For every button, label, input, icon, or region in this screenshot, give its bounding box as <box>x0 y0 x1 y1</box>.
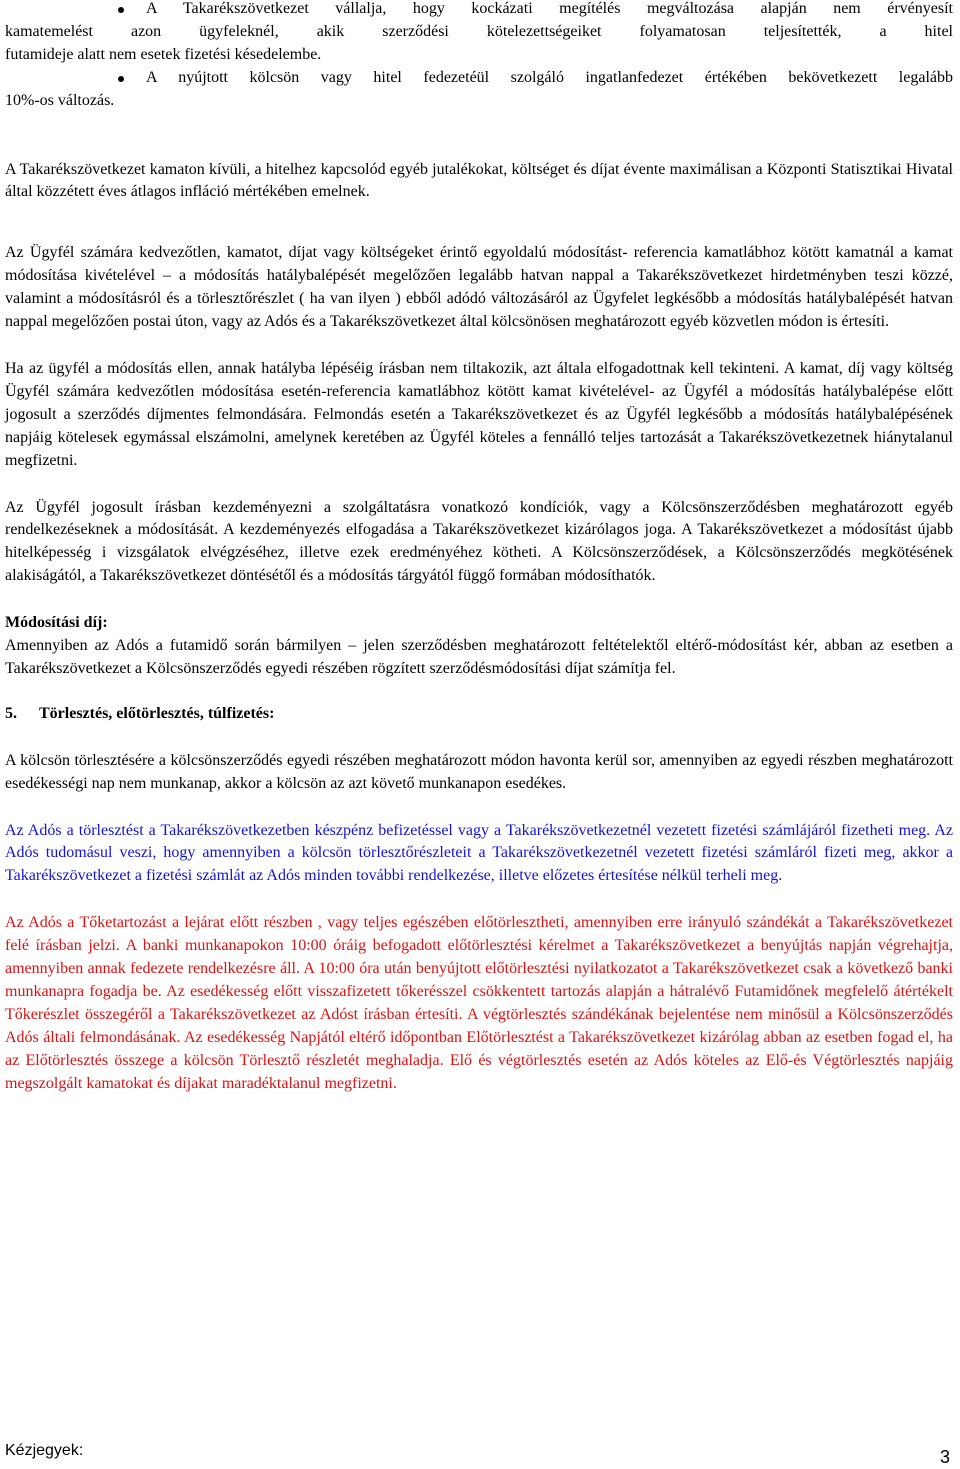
paragraph-unfavorable-change: Az Ügyfél számára kedvezőtlen, kamatot, díjat vagy költségeket érintő egyoldalú módosítást- referencia kamatlábhoz kötött kamatnál a kamat módosítása kivételével – a módosítás hatálybalépését megelőzően legalább hatvan nappal a Takarékszövetkezet hirdetményben teszi közzé, valamint a módosításról és a törlesztőrészlet ( ha van ilyen ) ebből adódó változásáról az Ügyfelet legkésőbb a módosítás hatálybalépését hatvan nappal megelőzően postai úton, vagy az Adós és a Takarékszövetkezet által kölcsönösen meghatározott egyéb közvetlen módon is értesíti. <box>5 244 953 331</box>
paragraph-prepayment: Az Adós a Tőketartozást a lejárat előtt részben , vagy teljes egészében előtörlesztheti, amennyiben erre irányuló szándékát a Takarékszövetkezet felé írásban jelzi. A banki munkanapokon 10:00 óráig befogadott előtörlesztési kérelmet a Takarékszövetkezet a benyújtás napján végrehajtja, amennyiben annak fedezete rendelkezésre áll. A 10:00 óra után benyújtott előtörlesztési nyilatkozatot a Takarékszövetkezet csak a következő banki munkanapra fogadja be. Az esedékesség előtt visszafizetett tőkerésszel csökkentett tartozás alapján a hátralévő Futamidőnek megfelelő átértékelt Tőkerészlet összegéről a Takarékszövetkezet az Adóst írásban értesíti. A végtörlesztés szándékának bejelentése nem minősül a Kölcsönszerződés Adós általi felmondásának. Az esedékesség Napjától eltérő időpontban Előtörlesztést a Takarékszövetkezet kizárólag abban az esetben fogad el, ha az Előtörlesztés összege a kölcsön Törlesztő részletét meghaladja. Elő és végtörlesztés esetén az Adós köteles az Elő-és Végtörlesztés napjáig megszolgált kamatokat és díjakat maradéktalanul megfizetni. <box>5 914 953 1092</box>
section-number: 5. <box>5 704 17 722</box>
paragraph-fees: A Takarékszövetkezet kamaton kívüli, a hitelhez kapcsolód egyéb jutalékokat, költséget és díjat évente maximálisan a Központi Statisztikai Hivatal által közzétett éves átlagos infláció mértékében emelnek. <box>5 160 953 201</box>
section-title: Törlesztés, előtörlesztés, túlfizetés: <box>39 704 275 722</box>
initials-label: Kézjegyek: <box>5 1442 84 1459</box>
bullet-icon <box>118 7 124 13</box>
fee-heading: Módosítási díj: <box>5 614 108 632</box>
document-body <box>5 0 953 1096</box>
paragraph-objection: Ha az ügyfél a módosítás ellen, annak hatályba lépéséig írásban nem tiltakozik, azt általa elfogadottnak kell tekinteni. A kamat, díj vagy költség Ügyfél számára kedvezőtlen módosítása esetén-referencia kamatlábhoz kötött kamat kivételével- az Ügyfél a módosítás hatálybalépése előtt jogosult a szerződés díjmentes felmondására. Felmondás esetén a Takarékszövetkezet és az Ügyfél legkésőbb a módosítás hatálybalépésének napjáig kötelesek egymással elszámolni, amelynek keretében az Ügyfél köteles a fennálló teljes tartozását a Takarékszövetkezetnek hiánytalanul megfizetni. <box>5 359 953 469</box>
bullet-line: kamatemelést azon ügyfeleknél, akik szerződési kötelezettségeiket folyamatosan teljesítették, a hitel <box>5 22 953 40</box>
bullet-line: A nyújtott kölcsön vagy hitel fedezetéül szolgáló ingatlanfedezet értékében bekövetkezett legalább <box>146 68 953 86</box>
paragraph-initiate-change: Az Ügyfél jogosult írásban kezdeményezni a szolgáltatásra vonatkozó kondíciók, vagy a Kölcsönszerződésben meghatározott egyéb rendelkezéseknek a módosítását. A kezdeményezés elfogadása a Takarékszövetkezet kizárólagos joga. A Takarékszövetkezet a módosítást újabb hitelképesség i vizsgálatok elvégzéséhez, illetve ezek eredményéhez kötheti. A Kölcsönszerződések, a Kölcsönszerződés megkötésének alakiságától, a Takarékszövetkezet döntésétől és a módosítás tárgyától függő formában módosíthatók. <box>5 498 953 585</box>
bullet-line: 10%-os változás. <box>5 91 115 109</box>
section-5-heading <box>5 703 953 726</box>
bullet-line: A Takarékszövetkezet vállalja, hogy kockázati megítélés megváltozása alapján nem érvényesít <box>146 0 953 17</box>
paragraph-payment-method: Az Adós a törlesztést a Takarékszövetkezetben készpénz befizetéssel vagy a Takarékszövetkezetnél vezetett fizetési számlájáról fizetheti meg. Az Adós tudomásul veszi, hogy amennyiben a kölcsön törlesztőrészleteit a Takarékszövetkezetnél vezetett fizetési számláról fizeti meg, akkor a Takarékszövetkezet a fizetési számlát az Adós minden további rendelkezése, illetve előzetes értesítése nélkül terheli meg. <box>5 821 953 885</box>
bullet-item <box>5 0 953 67</box>
paragraph-repayment: A kölcsön törlesztésére a kölcsönszerződés egyedi részében meghatározott módon havonta kerül sor, amennyiben az egyedi részben meghatározott esedékességi nap nem munkanap, akkor a kölcsön az azt követő munkanapon esedékes. <box>5 751 953 792</box>
bullet-line: futamideje alatt nem esetek fizetési késedelembe. <box>5 45 322 63</box>
page-number: 3 <box>940 1447 951 1467</box>
paragraph-modification-fee: Amennyiben az Adós a futamidő során bármilyen – jelen szerződésben meghatározott feltételektől eltérő-módosítást kér, abban az esetben a Takarékszövetkezet a Kölcsönszerződés egyedi részében rögzített szerződésmódosítási díjat számítja fel. <box>5 637 953 677</box>
bullet-icon <box>118 76 124 82</box>
bullet-list <box>5 0 953 113</box>
bullet-item <box>5 67 953 113</box>
